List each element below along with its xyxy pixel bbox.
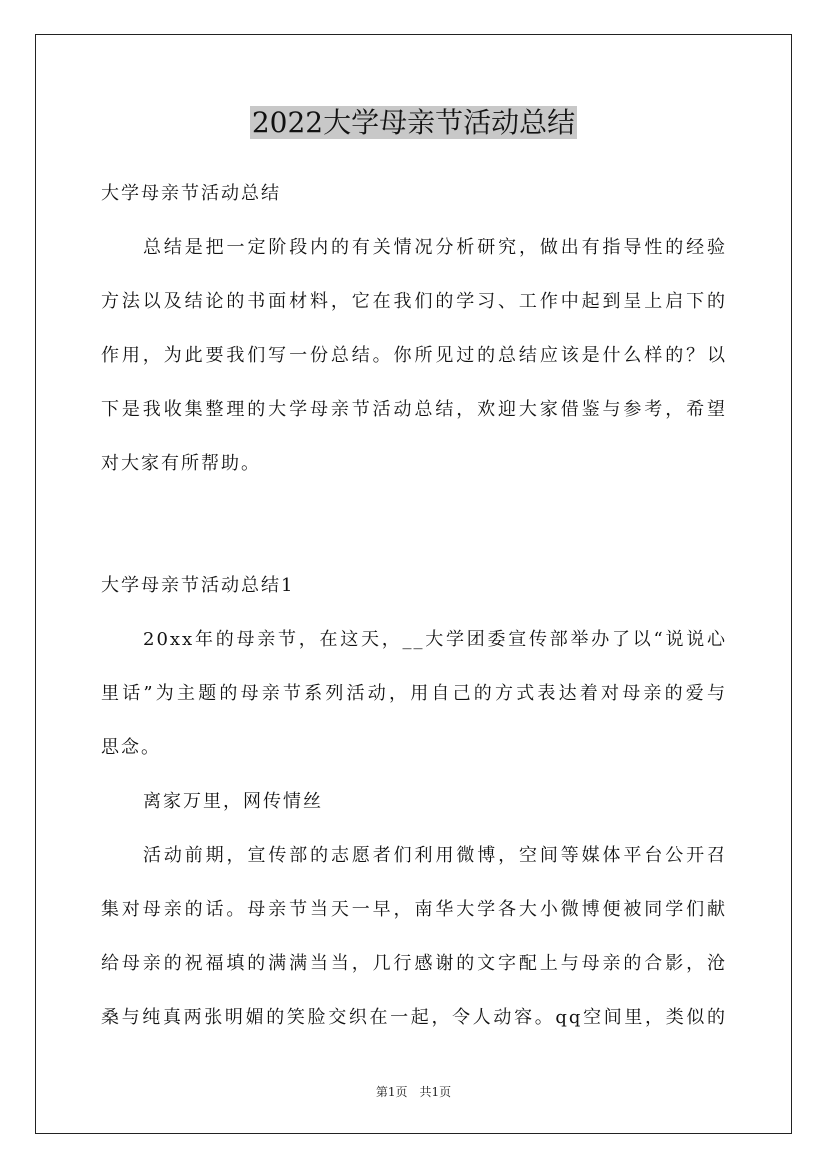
- page-footer: 第1页 共1页: [375, 1085, 452, 1099]
- section-heading: 大学母亲节活动总结1: [101, 575, 295, 596]
- paragraph-line: 桑与纯真两张明媚的笑脸交织在一起，令人动容。qq空间里，类似的: [101, 1007, 727, 1028]
- paragraph-line: 作用，为此要我们写一份总结。你所见过的总结应该是什么样的？以: [101, 345, 727, 366]
- paragraph-line: 下是我收集整理的大学母亲节活动总结，欢迎大家借鉴与参考，希望: [101, 399, 727, 420]
- paragraph-line: 集对母亲的话。母亲节当天一早，南华大学各大小微博便被同学们献: [101, 899, 727, 920]
- paragraph-line: 方法以及结论的书面材料，它在我们的学习、工作中起到呈上启下的: [101, 291, 727, 312]
- paragraph-line: 给母亲的祝福填的满满当当，几行感谢的文字配上与母亲的合影，沧: [101, 953, 727, 974]
- document-title: [0, 101, 827, 145]
- section-subheading: 离家万里，网传情丝: [143, 791, 323, 812]
- section-spacer: [101, 497, 727, 565]
- intro-paragraph: [101, 227, 727, 497]
- paragraph-line: 思念。: [101, 737, 161, 758]
- paragraph-line: 活动前期，宣传部的志愿者们利用微博，空间等媒体平台公开召: [143, 845, 727, 866]
- subtitle: 大学母亲节活动总结: [101, 183, 281, 204]
- section-paragraph: [101, 619, 727, 781]
- paragraph-line: 里话”为主题的母亲节系列活动，用自己的方式表达着对母亲的爱与: [101, 683, 727, 704]
- paragraph-line: 总结是把一定阶段内的有关情况分析研究，做出有指导性的经验: [143, 237, 727, 258]
- section-paragraph: [101, 835, 727, 1051]
- paragraph-line: 20xx年的母亲节，在这天，__大学团委宣传部举办了以“说说心: [143, 629, 727, 650]
- document-body: [101, 173, 727, 1051]
- paragraph-line: 对大家有所帮助。: [101, 453, 261, 474]
- document-title-text: 2022大学母亲节活动总结: [251, 106, 576, 139]
